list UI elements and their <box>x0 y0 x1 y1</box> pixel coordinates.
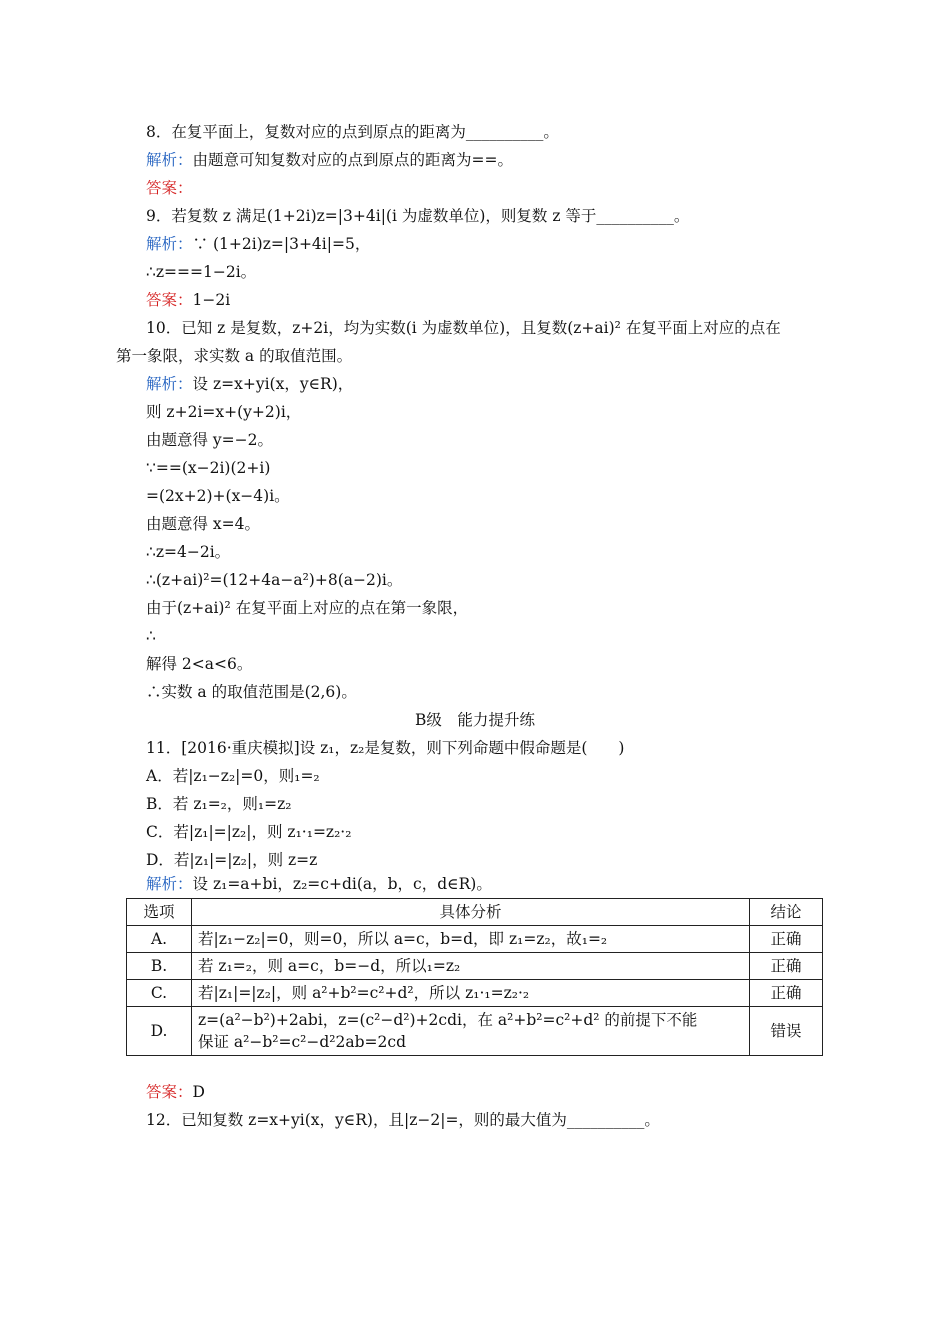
q8-answer <box>146 178 193 198</box>
analysis-text: 由题意可知复数对应的点到原点的距离为==。 <box>192 151 513 169</box>
table-cell-result: 错误 <box>750 1007 823 1056</box>
table-cell-option: A. <box>127 926 192 953</box>
q11-option-d: D．若|z₁|=|z₂|，则 z=z <box>146 851 318 869</box>
analysis-text: 设 z₁=a+bi，z₂=c+di(a，b，c，d∈R)。 <box>192 875 492 893</box>
q9-question: 9．若复数 z 满足(1+2i)z=|3+4i|(i 为虚数单位)，则复数 z 等于__________。 <box>146 207 690 225</box>
table-row <box>127 926 823 953</box>
analysis-label: 解析： <box>146 875 193 893</box>
answer-label: 答案： <box>146 291 193 309</box>
q10-analysis <box>146 374 353 394</box>
q10-step: 则 z+2i=x+(y+2)i， <box>146 403 302 421</box>
table-cell-result: 正确 <box>750 953 823 980</box>
analysis-label: 解析： <box>146 151 193 169</box>
analysis-text: ∵ (1+2i)z=|3+4i|=5， <box>192 235 371 253</box>
answer-label: 答案： <box>146 1083 193 1101</box>
analysis-text: 设 z=x+yi(x，y∈R)， <box>192 375 354 393</box>
q11-analysis <box>146 874 492 894</box>
q10-question-line1: 10．已知 z 是复数，z+2i，均为实数(i 为虚数单位)，且复数(z+ai)² 在复平面上对应的点在 <box>146 319 781 337</box>
analysis-table <box>126 898 823 1056</box>
table-row <box>127 1007 823 1056</box>
q11-option-b: B．若 z₁=₂，则₁=z₂ <box>146 795 292 813</box>
q10-step: ∴(z+ai)²=(12+4a−a²)+8(a−2)i。 <box>146 571 403 589</box>
table-header-result: 结论 <box>750 899 823 926</box>
q10-step: 解得 2<a<6。 <box>146 655 253 673</box>
q9-analysis-line: ∴z===1−2i。 <box>146 263 257 281</box>
q11-question: 11．[2016·重庆模拟]设 z₁，z₂是复数，则下列命题中假命题是( ) <box>146 739 625 757</box>
q10-step: =(2x+2)+(x−4)i。 <box>146 487 290 505</box>
table-cell-detail: 若|z₁−z₂|=0，则=0，所以 a=c，b=d，即 z₁=z₂，故₁=₂ <box>192 926 750 953</box>
table-cell-option: B. <box>127 953 192 980</box>
q10-step: ∴ <box>146 627 156 645</box>
answer-text: D <box>192 1083 205 1101</box>
table-cell-result: 正确 <box>750 980 823 1007</box>
q11-option-a: A．若|z₁−z₂|=0，则₁=₂ <box>146 767 320 785</box>
table-header-option: 选项 <box>127 899 192 926</box>
table-cell-detail: 若|z₁|=|z₂|，则 a²+b²=c²+d²，所以 z₁·₁=z₂·₂ <box>192 980 750 1007</box>
analysis-label: 解析： <box>146 375 193 393</box>
q9-answer <box>146 290 230 310</box>
answer-label: 答案： <box>146 179 193 197</box>
q11-option-c: C．若|z₁|=|z₂|，则 z₁·₁=z₂·₂ <box>146 823 352 841</box>
section-heading: B级 能力提升练 <box>415 711 535 729</box>
table-cell-option: D. <box>127 1007 192 1056</box>
q10-step: 由题意得 x=4。 <box>146 515 261 533</box>
table-row <box>127 953 823 980</box>
q10-step: 由于(z+ai)² 在复平面上对应的点在第一象限， <box>146 599 469 617</box>
q12-question: 12．已知复数 z=x+yi(x，y∈R)，且|z−2|=，则的最大值为__________。 <box>146 1111 660 1129</box>
table-cell-result: 正确 <box>750 926 823 953</box>
table-row <box>127 980 823 1007</box>
q10-step: ∵==(x−2i)(2+i) <box>146 459 271 477</box>
q10-step: ∴实数 a 的取值范围是(2,6)。 <box>146 683 357 701</box>
table-cell-detail <box>192 1007 750 1056</box>
q9-analysis <box>146 234 370 254</box>
answer-text: 1−2i <box>192 291 231 309</box>
table-cell-option: C. <box>127 980 192 1007</box>
table-cell-detail-line1: z=(a²−b²)+2abi，z=(c²−d²)+2cdi，在 a²+b²=c²+d² 的前提下不能 <box>198 1011 698 1029</box>
q8-question: 8．在复平面上，复数对应的点到原点的距离为__________。 <box>146 123 559 141</box>
analysis-label: 解析： <box>146 235 193 253</box>
table-header-row <box>127 899 823 926</box>
table-cell-detail-line2: 保证 a²−b²=c²−d²2ab=2cd <box>198 1033 406 1051</box>
q10-step: 由题意得 y=−2。 <box>146 431 274 449</box>
q11-answer <box>146 1082 205 1102</box>
q10-question-line2: 第一象限，求实数 a 的取值范围。 <box>116 347 353 365</box>
q8-analysis <box>146 150 513 170</box>
table-header-detail: 具体分析 <box>192 899 750 926</box>
table-cell-detail: 若 z₁=₂，则 a=c，b=−d，所以₁=z₂ <box>192 953 750 980</box>
q10-step: ∴z=4−2i。 <box>146 543 231 561</box>
